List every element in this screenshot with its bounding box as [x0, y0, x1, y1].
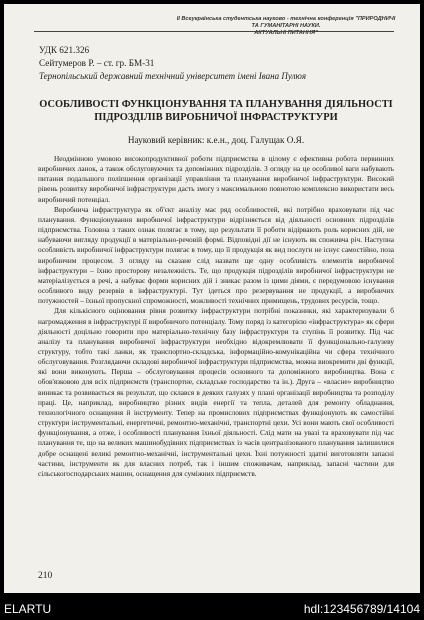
- header-divider: [34, 31, 394, 32]
- handle-identifier: hdl:123456789/14104: [303, 602, 420, 616]
- conference-header-line-1: ІІ Всеукраїнська студентська науково - технічна конференція "ПРИРОДНИЧІ ТА ГУМАНІТАРНІ НАУКИ.: [176, 16, 396, 29]
- author-line: Сейтумеров Р. – ст. гр. БМ-31: [39, 58, 155, 68]
- supervisor-line: Науковий керівник: к.е.н., доц. Галущак О.Я.: [127, 135, 305, 145]
- paragraph-1: Неодмінною умовою високопродуктивної роботи підприємства в цілому є ефективна робота первинних виробничих ланок, а також обслуговуючих та допоміжних підрозділів. З огляду на це особливої ваги набувають питання подальшого поліпшення організації управління та планування виробничої інфраструктури. Високий рівень розвитку виробничої інфраструктури дасть змогу з максимальною повнотою комплексно використати весь виробничий потенціал.: [38, 154, 394, 204]
- paragraph-3: Для кількісного оцінювання рівня розвитку інфраструктури потрібні показники, які характеризували б нагромадження в інфраструктурі її виробничого потенціалу. Тому поряд із категорією «інфраструктура» як сфери діяльності доцільно говорити про матеріально-технічну базу інфраструктури та ступінь її розвитку. Під час аналізу та планування виробничої інфраструктури необхідно відокремлювати її функціонально-галузеву структуру, тобто такі ланки, як транспортно-складська, інформаційно-комунікаційна чи сфера технічного обслуговування. Розглядаючи складові виробничої інфраструктури підприємства, можна виокремити дві функції, які вони виконують. Перша – обслуговування процесів основного та допоміжного виробництва. Вона є обов'язковою для всіх підприємств (транспортне, складське господарство та ін.). Друга – «власне» виробництво виникає та розвивається як результат, що склався в деяких галузях у плані організації виробництва та розподілу праці. Це, наприклад, виробництво різних видів енергії та тепла, деталей для ремонту обладнання, технологічного оснащення й інструменту. Тепер на промислових підприємствах функціонують як самостійні структури інструментальні, енергетичні, ремонтно-механічні, транспортні цехи. Усі вони мають свої особливості функціонування, а отже, і особливості планування їхньої діяльності. Слід мати на увазі та враховувати під час планування те, що на великих машинобудівних підприємствах із часів централізованого планування залишилися добре оснащені великі ремонтно-механічні, інструментальні цехи. Їхні потужності здатні виготовляти запасні частини, інструменти як для власних потреб, так і іншим споживачам, наприклад, запасні частини для сільськогосподарських машин, оснащення для суміжних підприємств.: [38, 306, 394, 478]
- article-body: [38, 154, 394, 479]
- page-number: 210: [38, 571, 53, 581]
- conference-header-line-2: АКТУАЛЬНІ ПИТАННЯ": [254, 29, 318, 36]
- article-title: ОСОБЛИВОСТІ ФУНКЦІОНУВАННЯ ТА ПЛАНУВАННЯ ДІЯЛЬНОСТІ ПІДРОЗДІЛІВ ВИРОБНИЧОЇ ІНФРАСТРУКТУРИ: [39, 99, 393, 123]
- paragraph-2: Виробнича інфраструктура як об'єкт аналізу має ряд особливостей, які потрібно враховувати під час планування. Функціонування виробничої інфраструктури відрізняється від діяльності основних підрозділів підприємства. Головна з таких ознак полягає в тому, що результати її роботи відірвають роль корисних дій, не набуваючи вигляду продукції в матеріально-речовій формі. Відповідні дії не існують як споживча річ. Наступна особливість виробничої інфраструктури полягає в тому, що її продукція як вид послуги не існує самостійно, поза виробничим процесом. З огляду на сказане слід назвати ще одну особливість елементів виробничої інфраструктури – їхню просторову незалежність. Те, що продукція підрозділів виробничої інфраструктури не матеріалізується в речі, а набуває форми корисних дій і зникає разом із цими діями, є передумовою існування особливого виду резервів в інфраструктурі. Тут ідеться про резервування не продукції, а виробничих потужностей – їхньої пропускної спроможності, можливості технічних примищень, трудових ресурсів, тощо.: [38, 204, 394, 306]
- conference-header: [174, 16, 398, 36]
- university-line: Тернопільський державний технічний університет імені Івана Пулюя: [39, 71, 307, 81]
- udk-code: УДК 621.326: [39, 45, 90, 55]
- document-page: [4, 4, 420, 593]
- repository-label: ELARTU: [4, 602, 52, 616]
